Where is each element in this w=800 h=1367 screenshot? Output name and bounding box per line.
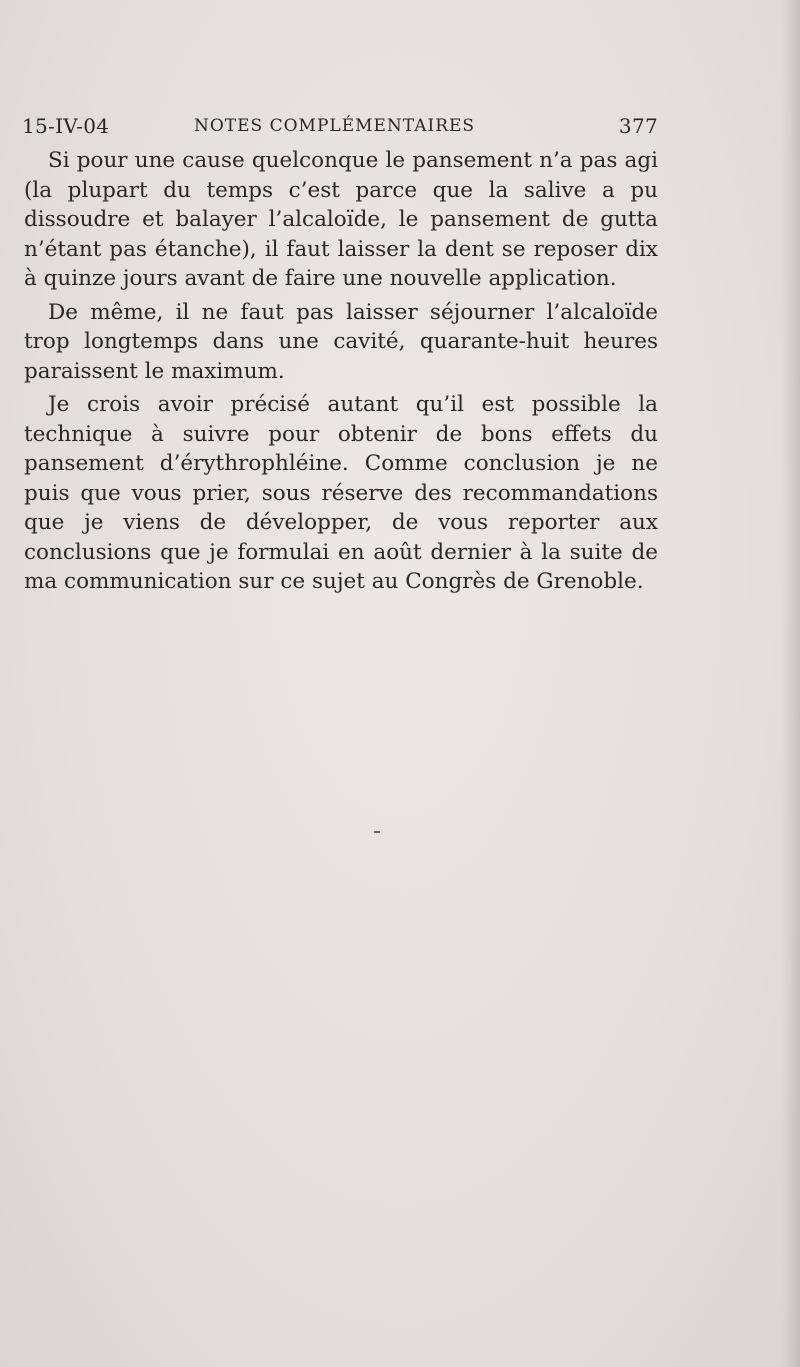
paragraph-3: Je crois avoir précisé autant qu’il est possible la technique à suivre pour obtenir de bons effets du pansement d’érythrophléine. Comme conclusion je ne puis que vous prier, sous réserve des recommandations que je viens de développer, de vous reporter aux conclusions que je formulai en août dernier à la suite de ma communication sur ce sujet au Congrès de Grenoble. bbox=[24, 392, 658, 594]
ink-speck bbox=[374, 831, 380, 833]
header-date: 15-IV-04 bbox=[22, 114, 110, 138]
running-header bbox=[22, 112, 658, 142]
paragraph-1: Si pour une cause quelconque le pansement n’a pas agi (la plupart du temps c’est parce que la salive a pu dissoudre et balayer l’alcaloïde, le pansement de gutta n’étant pas étanche), il faut laisser la dent se reposer dix à quinze jours avant de faire une nouvelle application. bbox=[24, 148, 658, 291]
body-text bbox=[24, 146, 658, 601]
page-edge-shadow bbox=[782, 0, 800, 1367]
paragraph-2: De même, il ne faut pas laisser séjourner l’alcaloïde trop longtemps dans une cavité, quarante-huit heures paraissent le maximum. bbox=[24, 299, 658, 384]
header-title: NOTES COMPLÉMENTAIRES bbox=[194, 116, 476, 136]
page-number: 377 bbox=[618, 114, 658, 138]
